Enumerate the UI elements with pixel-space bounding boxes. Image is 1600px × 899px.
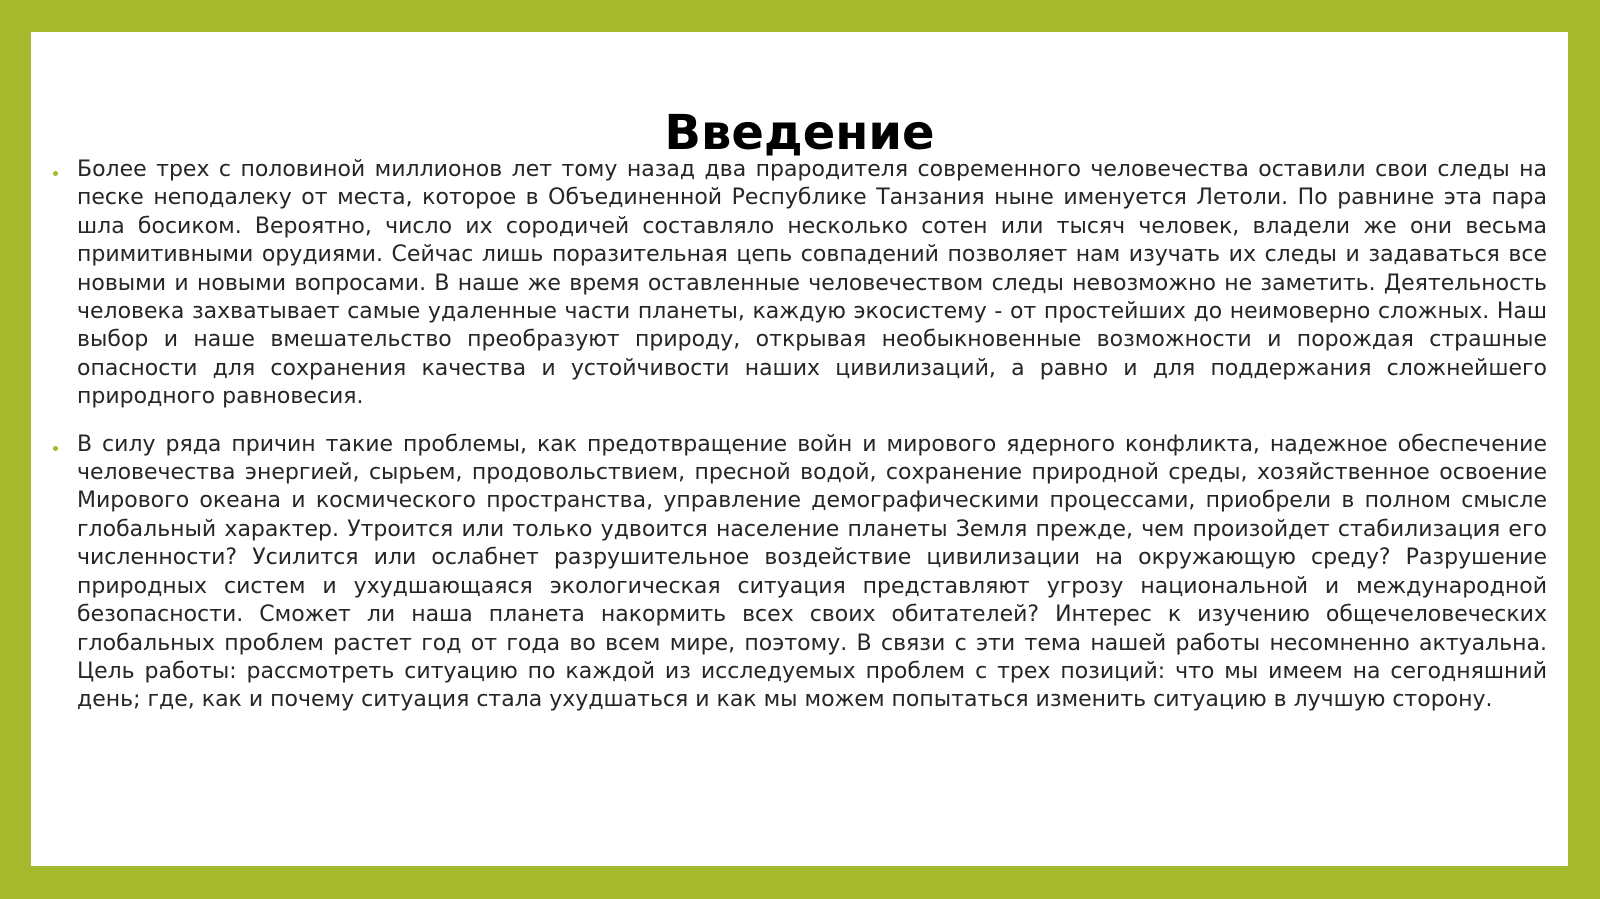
slide [31,32,1568,866]
bullet-item-1 [50,156,1547,412]
bullet-item-2 [50,431,1547,715]
bullet-list [50,156,1547,734]
bullet-dot-icon [53,446,58,451]
slide-title: Введение [664,105,935,161]
bullet-dot-icon [53,171,58,176]
bullet-text-2: В силу ряда причин такие проблемы, как предотвращение войн и мирового ядерного конфликта, надежное обеспечение человечества энергией, сырьем, продовольствием, пресной водой, сохранение природной среды, хозяйственное освоение Мирового океана и космического пространства, управление демографическими процессами, приобрели в полном смысле глобальный характер. Утроится или только удвоится население планеты Земля прежде, чем произойдет стабилизация его численности? Усилится или ослабнет разрушительное воздействие цивилизации на окружающую среду? Разрушение природных систем и ухудшающаяся экологическая ситуация представляют угрозу национальной и международной безопасности. Сможет ли наша планета накормить всех своих обитателей? Интерес к изучению общечеловеческих глобальных проблем растет год от года во всем мире, поэтому. В связи с эти тема нашей работы несомненно актуальна. Цель работы: рассмотреть ситуацию по каждой из исследуемых проблем с трех позиций: что мы имеем на сегодняшний день; где, как и почему ситуация стала ухудшаться и как мы можем попытаться изменить ситуацию в лучшую сторону. [77,431,1547,713]
bullet-text-1: Более трех с половиной миллионов лет тому назад два прародителя современного человечества оставили свои следы на песке неподалеку от места, которое в Объединенной Республике Танзания ныне именуется Летоли. По равнине эта пара шла босиком. Вероятно, число их сородичей составляло несколько сотен или тысяч человек, владели же они весьма примитивными орудиями. Сейчас лишь поразительная цепь совпадений позволяет нам изучать их следы и задаваться все новыми и новыми вопросами. В наше же время оставленные человечеством следы невозможно не заметить. Деятельность человека захватывает самые удаленные части планеты, каждую экосистему - от простейших до неимоверно сложных. Наш выбор и наше вмешательство преобразуют природу, открывая необыкновенные возможности и порождая страшные опасности для сохранения качества и устойчивости наших цивилизаций, а равно и для поддержания сложнейшего природного равновесия. [77,157,1547,410]
